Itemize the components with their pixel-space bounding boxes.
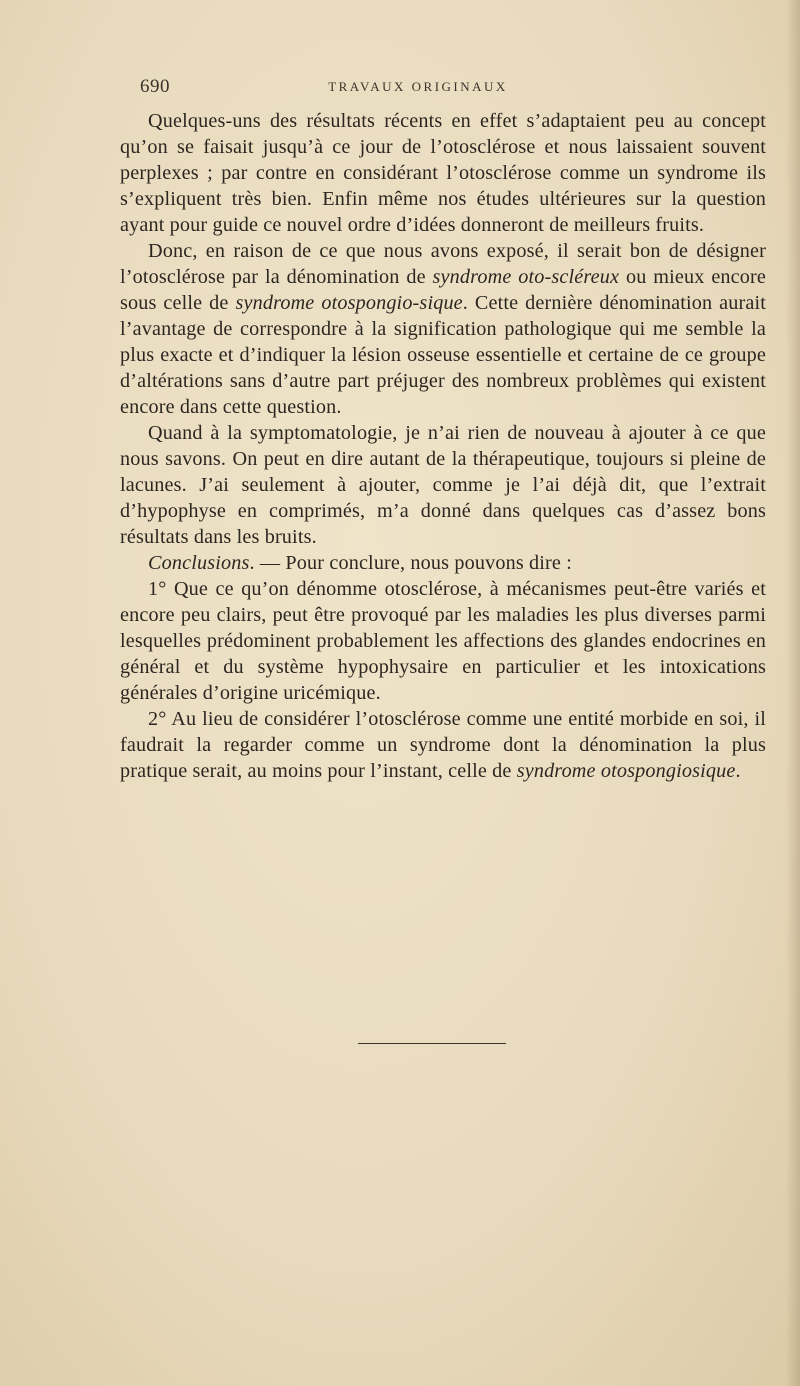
conclusion-item-2 bbox=[120, 706, 766, 784]
running-head: TRAVAUX ORIGINAUX bbox=[328, 79, 508, 94]
section-heading: Conclusions bbox=[148, 552, 250, 574]
paragraph-text: . — Pour conclure, nous pouvons dire : bbox=[249, 552, 572, 574]
page-edge-shadow bbox=[786, 0, 800, 1386]
paragraph-3 bbox=[120, 420, 766, 550]
paragraph-text: 1° Que ce qu’on dénomme otosclérose, à mécanismes peut-être variés et encore peu clairs, peut être provoqué par les maladies les plus diverses parmi lesquelles prédominent probablement les affections des glandes endocrines en général et du système hypophysaire en particulier et les intoxications générales d’origine uricémique. bbox=[120, 578, 766, 704]
body-text bbox=[120, 108, 766, 784]
paragraph-1 bbox=[120, 108, 766, 238]
italic-term: syndrome oto-scléreux bbox=[432, 266, 620, 288]
page-header bbox=[118, 76, 718, 100]
italic-term: syndrome otospongiosique bbox=[516, 760, 736, 782]
page-number: 690 bbox=[140, 76, 170, 97]
paragraph-2 bbox=[120, 238, 766, 420]
paragraph-text: Quand à la symptomatologie, je n’ai rien de nouveau à ajouter à ce que nous savons. On peut en dire autant de la thérapeutique, toujours si pleine de lacunes. J’ai seulement à ajouter, comme je l’ai déjà dit, que l’extrait d’hypophyse en comprimés, m’a donné dans quelques cas d’assez bons résultats dans les bruits. bbox=[120, 422, 766, 548]
paragraph-conclusions bbox=[120, 550, 766, 576]
conclusion-item-1 bbox=[120, 576, 766, 706]
end-rule bbox=[358, 1043, 506, 1044]
paragraph-text: . bbox=[735, 760, 741, 782]
paragraph-text: 2° Au lieu de considérer l’otosclérose comme une entité morbide en soi, il faudrait la regarder comme un syndrome dont la dénomination la plus pratique serait, au moins pour l’instant, celle de bbox=[120, 708, 766, 782]
italic-term: syndrome otospongio-sique bbox=[235, 292, 463, 314]
paragraph-text: Donc, en raison de ce que nous avons exposé, il serait bon de désigner l’otosclérose par la dénomination de bbox=[120, 240, 766, 288]
paragraph-text: Quelques-uns des résultats récents en effet s’adaptaient peu au concept qu’on se faisait jusqu’à ce jour de l’otosclérose et nous laissaient souvent perplexes ; par contre en considérant l’otosclérose comme un syndrome ils s’expliquent très bien. Enfin même nos études ultérieures sur la question ayant pour guide ce nouvel ordre d’idées donneront de meilleurs fruits. bbox=[120, 110, 766, 236]
paragraph-text: ou mieux encore sous celle de bbox=[120, 266, 767, 314]
paragraph-text: . Cette dernière dénomination aurait l’avantage de correspondre à la signification pathologique qui me semble la plus exacte et d’indiquer la lésion osseuse essentielle et certaine de ce groupe d’altérations sans d’autre part préjuger des nombreux problèmes qui existent encore dans cette question. bbox=[120, 292, 767, 418]
